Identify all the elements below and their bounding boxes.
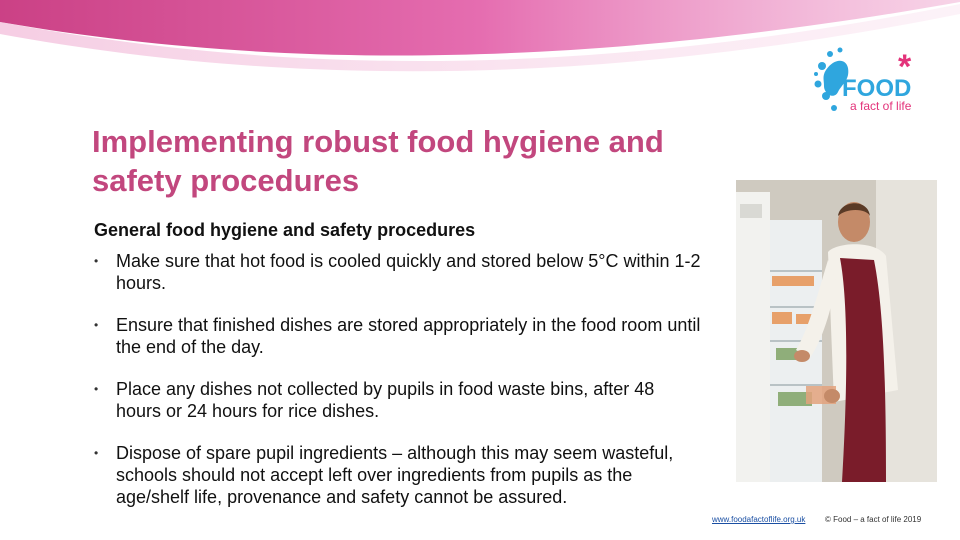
bullet-marker: • — [94, 382, 99, 396]
website-link[interactable]: www.foodafactoflife.org.uk — [712, 515, 806, 524]
food-a-fact-of-life-logo — [812, 44, 932, 124]
slide-subtitle: General food hygiene and safety procedures — [94, 220, 476, 240]
bullet-text: Place any dishes not collected by pupils in food waste bins, after 48 hours or 24 hours for rice dishes. — [116, 379, 655, 421]
svg-text:*: * — [898, 48, 912, 86]
bullet-item — [92, 314, 702, 358]
svg-text:a fact of life: a fact of life — [850, 99, 912, 113]
bullet-marker: • — [94, 446, 99, 460]
bullet-list — [92, 250, 702, 528]
bullet-marker: • — [94, 254, 99, 268]
bullet-text: Make sure that hot food is cooled quickly and stored below 5°C within 1-2 hours. — [116, 251, 701, 293]
bullet-item — [92, 378, 702, 422]
bullet-marker: • — [94, 318, 99, 332]
bullet-text: Dispose of spare pupil ingredients – although this may seem wasteful, schools should not accept left over ingredients from pupils as the age/shelf life, provenance and safety cannot be assured. — [116, 443, 674, 507]
copyright-text: © Food – a fact of life 2019 — [825, 515, 922, 524]
slide-title: Implementing robust food hygiene and safety procedures — [92, 124, 664, 198]
chef-fridge-photo — [736, 180, 937, 482]
bullet-text: Ensure that finished dishes are stored appropriately in the food room until the end of the day. — [116, 315, 701, 357]
svg-text:FOOD: FOOD — [842, 75, 912, 102]
bullet-item — [92, 442, 702, 508]
bullet-item — [92, 250, 702, 294]
